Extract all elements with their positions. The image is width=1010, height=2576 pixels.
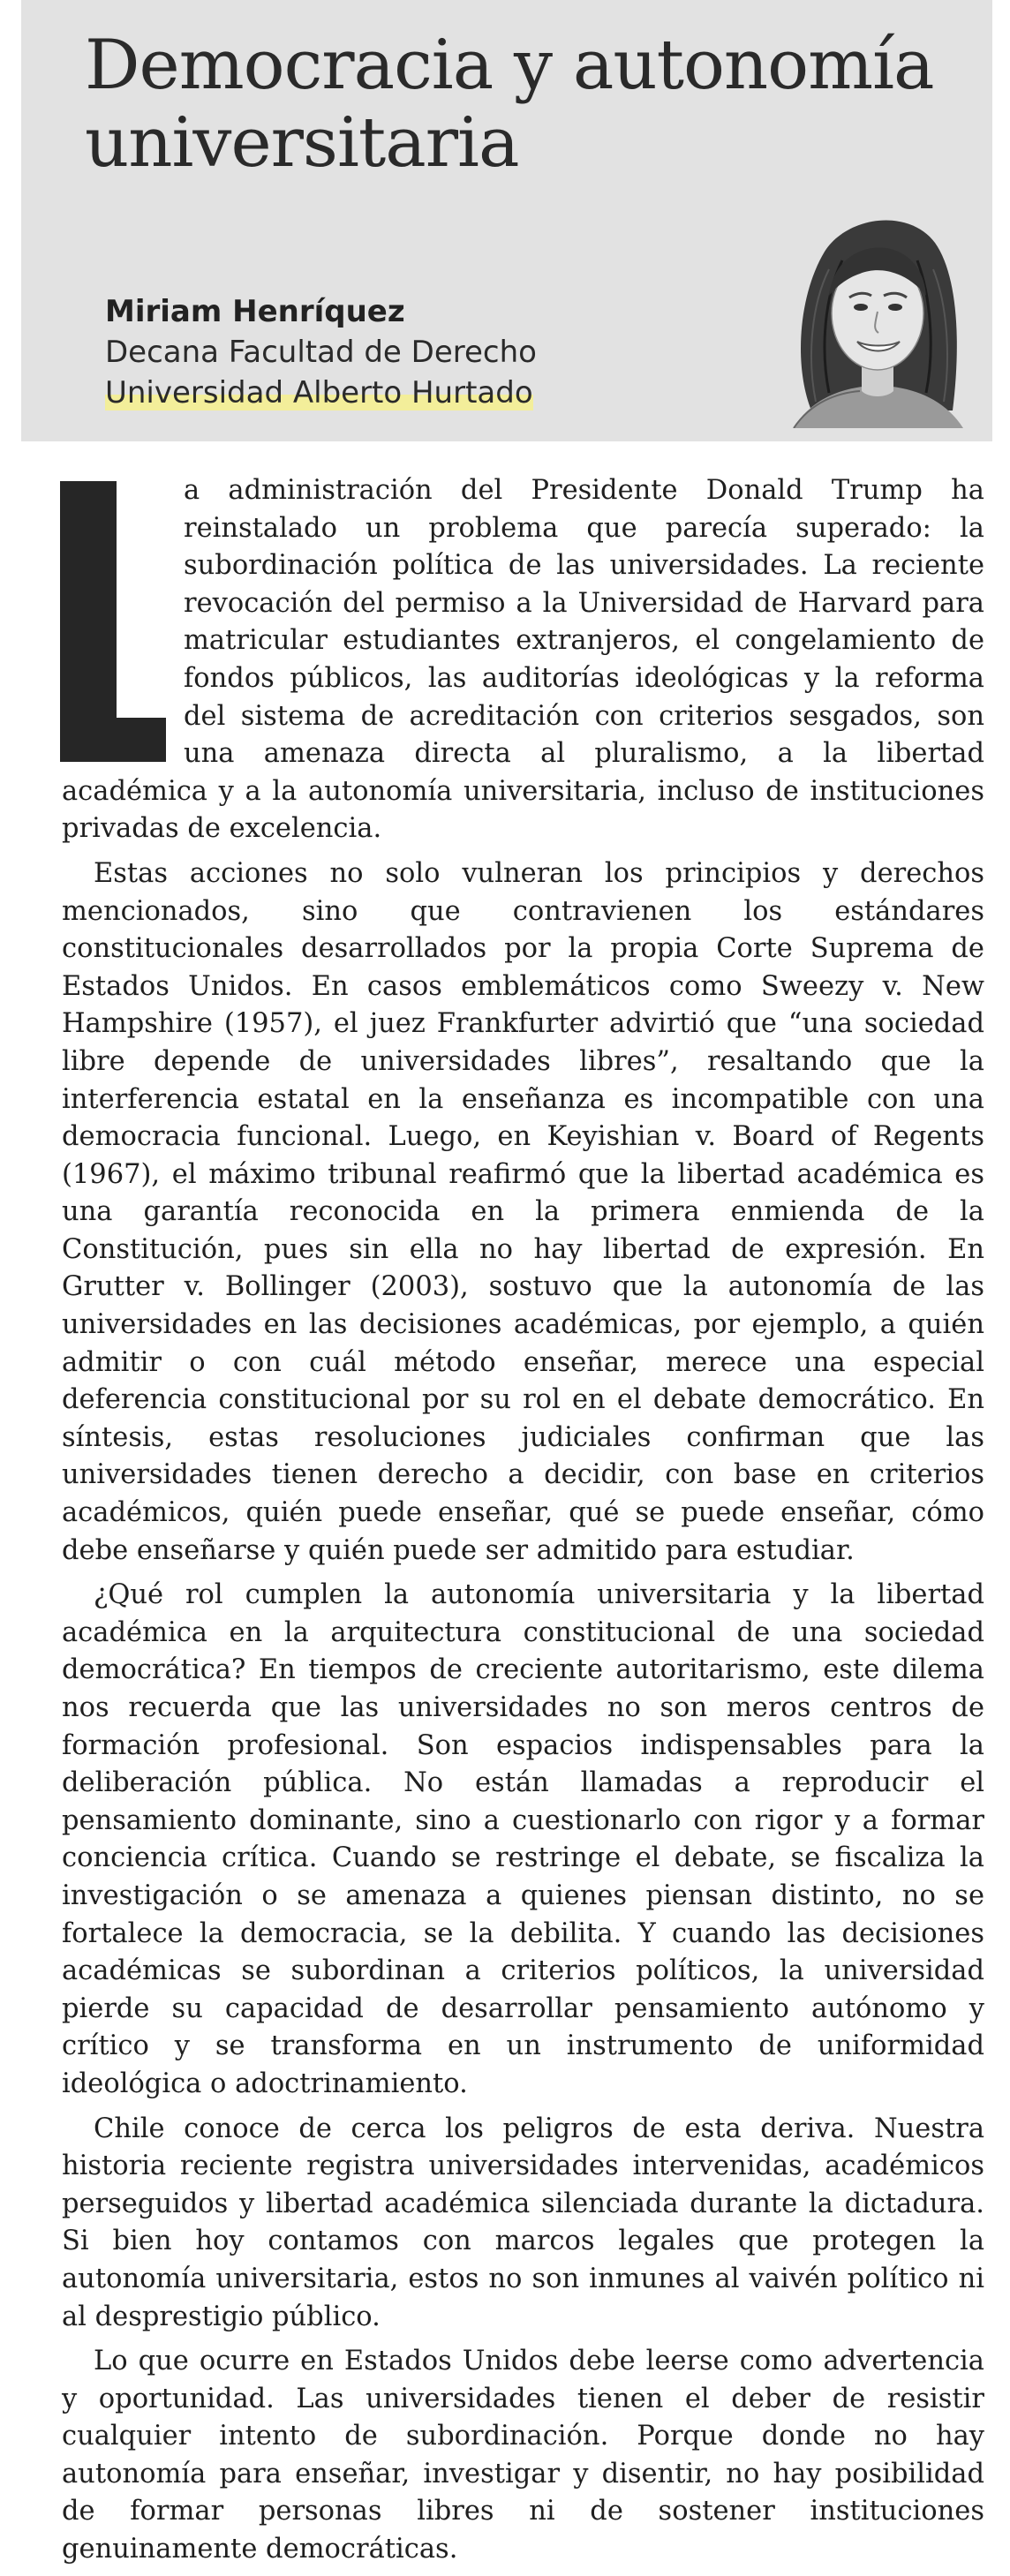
author-block (105, 291, 537, 413)
article-header (21, 0, 992, 441)
title-line-2: universitaria (85, 103, 519, 183)
author-org: Universidad Alberto Hurtado (105, 375, 533, 411)
paragraph-2: Estas acciones no solo vulneran los principios y derechos mencionados, sino que contravienen los estándares constitucionales desarrollados por la propia Corte Suprema de Estados Unidos. En casos emblemáticos como Sweezy v. New Hampshire (1957), el juez Frankfurter advirtió que “una sociedad libre depende de universidades libres”, resaltando que la interferencia estatal en la enseñanza es incompatible con una democracia funcional. Luego, en Keyishian v. Board of Regents (1967), el máximo tribunal reafirmó que la libertad académica es una garantía reconocida en la primera enmienda de la Constitución, pues sin ella no hay libertad de expresión. En Grutter v. Bollinger (2003), sostuvo que la autonomía de las universidades en las decisiones académicas, por ejemplo, a quién admitir o con cuál método enseñar, merece una especial deferencia constitucional por su rol en el debate democrático. En síntesis, estas resoluciones judiciales confirman que las universidades tienen derecho a decidir, con base en criterios académicos, quién puede enseñar, qué se puede enseñar, cómo debe enseñarse y quién puede ser admitido para estudiar. (62, 857, 984, 1566)
paragraph-1 (62, 472, 984, 848)
author-portrait-icon (776, 190, 979, 428)
title-line-1: Democracia y autonomía (85, 26, 934, 105)
author-name: Miriam Henríquez (105, 294, 405, 329)
author-org-line (105, 373, 537, 413)
paragraph-1-text: a administración del Presidente Donald Trump ha reinstalado un problema que parecía superado: la subordinación política de las universidades. La reciente revocación del permiso a la Universidad de Harvard para matricular estudiantes extranjeros, el congelamiento de fondos públicos, las auditorías ideológicas y la reforma del sistema de acreditación con criterios sesgados, son una amenaza directa al pluralismo, a la libertad académica y a la autonomía universitaria, incluso de instituciones privadas de excelencia. (62, 475, 984, 845)
paragraph-4: Chile conoce de cerca los peligros de esta deriva. Nuestra historia reciente registra universidades intervenidas, académicos perseguidos y libertad académica silenciada durante la dictadura. Si bien hoy contamos con marcos legales que protegen la autonomía universitaria, estos no son inmunes al vaivén político ni al desprestigio público. (62, 2113, 984, 2332)
article-body (62, 472, 984, 2576)
article-title (85, 26, 934, 182)
paragraph-5: Lo que ocurre en Estados Unidos debe leerse como advertencia y oportunidad. Las universidades tienen el deber de resistir cualquier intento de subordinación. Porque donde no hay autonomía para enseñar, investigar y disentir, no hay posibilidad de formar personas libres ni de sostener instituciones genuinamente democráticas. (62, 2346, 984, 2565)
dropcap-letter-l (57, 479, 170, 764)
dropcap (57, 479, 170, 764)
paragraph-3: ¿Qué rol cumplen la autonomía universitaria y la libertad académica en la arquitectura constitucional de una sociedad democrática? En tiempos de creciente autoritarismo, este dilema nos recuerda que las universidades no son meros centros de formación profesional. Son espacios indispensables para la deliberación pública. No están llamadas a reproducir el pensamiento dominante, sino a cuestionarlo con rigor y a formar conciencia crítica. Cuando se restringe el debate, se fiscaliza la investigación o se amenaza a quienes piensan distinto, no se fortalece la democracia, se la debilita. Y cuando las decisiones académicas se subordinan a criterios políticos, la universidad pierde su capacidad de desarrollar pensamiento autónomo y crítico y se transforma en un instrumento de uniformidad ideológica o adoctrinamiento. (62, 1579, 984, 2099)
author-role: Decana Facultad de Derecho (105, 335, 537, 370)
